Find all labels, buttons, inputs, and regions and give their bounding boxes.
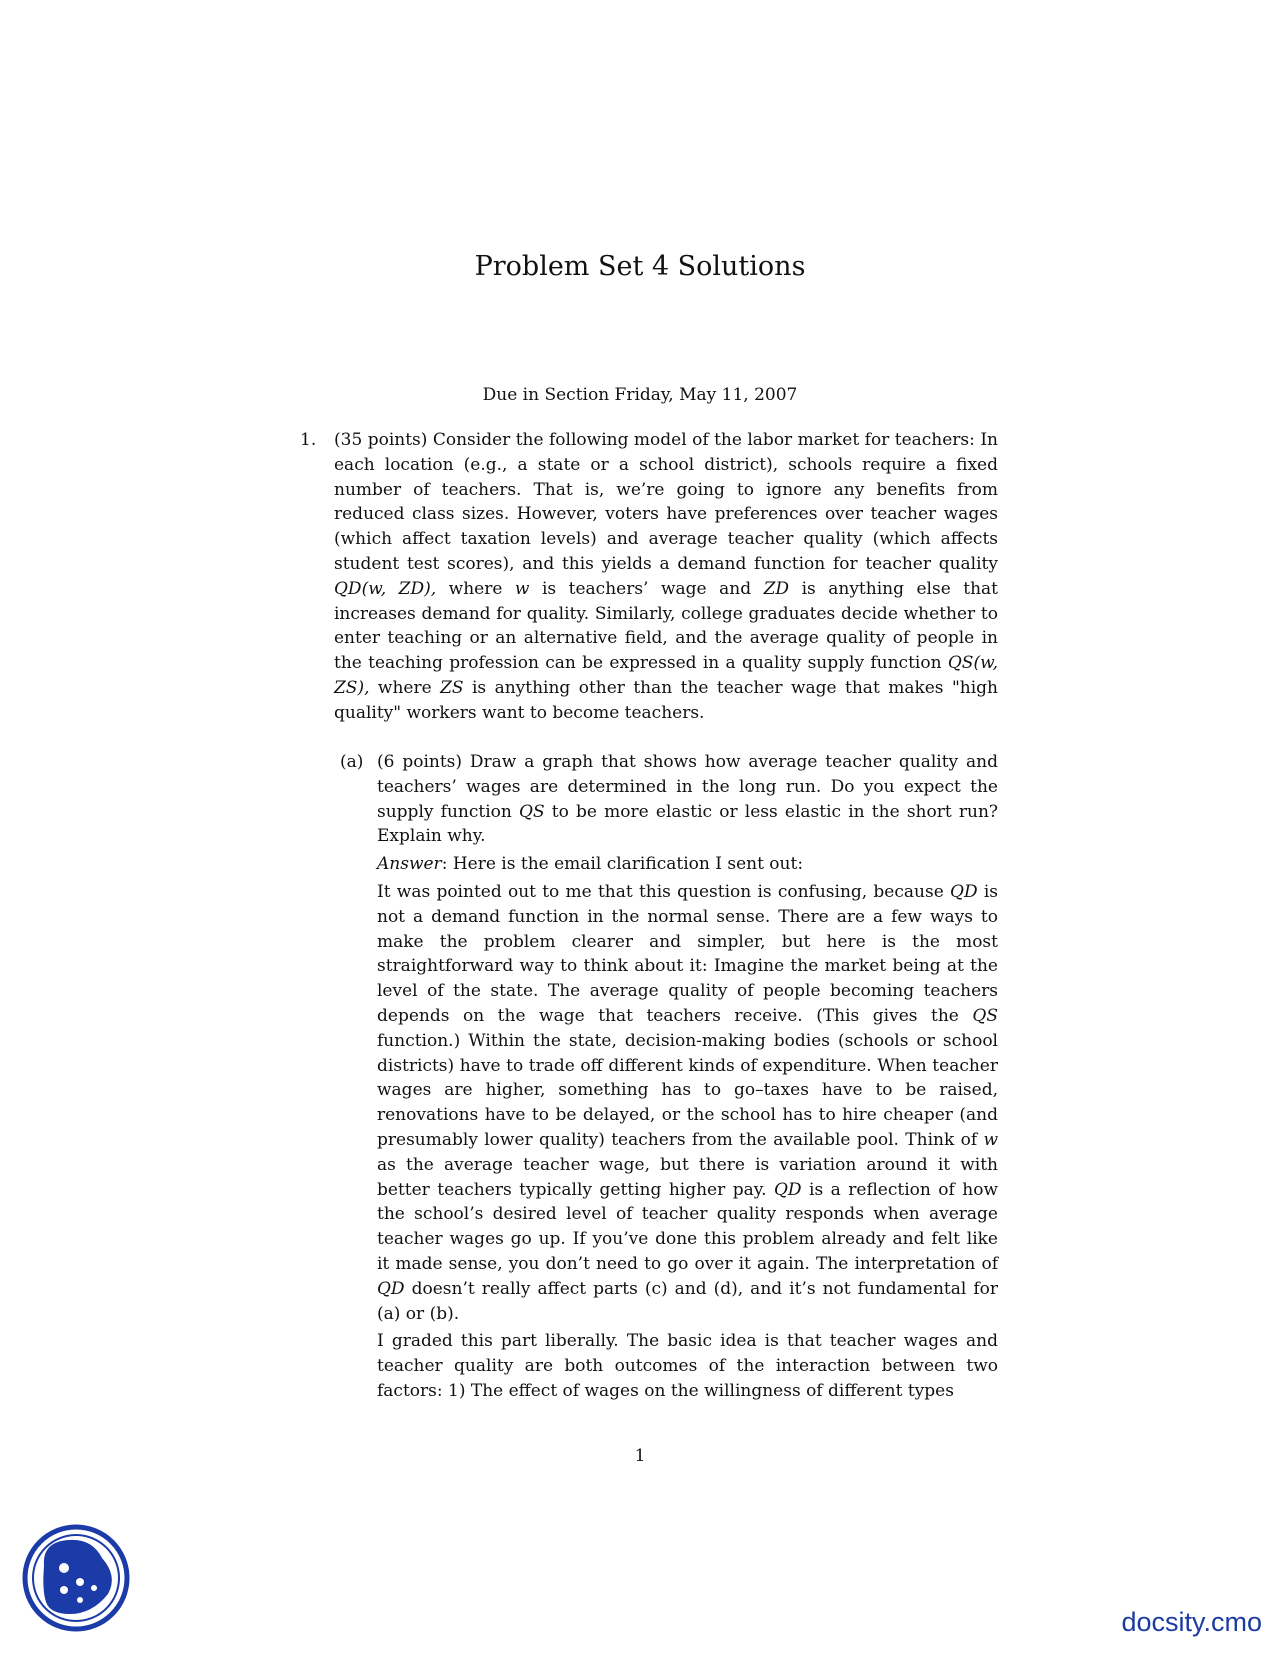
problem-text-part: where [377, 677, 432, 698]
math-qd: QD [773, 1179, 802, 1200]
problem-text-part: where [448, 578, 503, 599]
email-text: is a reflection of how the school’s desired level of teacher quality responds when average teacher wages go up. If you’ve done this problem already and felt like it made sense, you don’t need to go over it again. The interpretation of [377, 1179, 999, 1274]
email-text: as the average teacher wage, but there is variation around it with better teachers typically getting higher pay. [377, 1154, 998, 1200]
math-qs-function: QS(w, ZS), [334, 653, 999, 698]
math-qd: QD [377, 1278, 405, 1299]
problem-1-text [334, 428, 998, 726]
due-date: Due in Section Friday, May 11, 2007 [482, 385, 798, 405]
problem-text-part: (35 points) Consider the following model of the labor market for teachers: In each location (e.g., a state or a school district), schools require a fixed number of teachers. That is, we’re going to ignore any benefits from reduced class sizes. However, voters have preferences over teacher wages (which affect taxation levels) and average teacher quality (which affects student test scores), and this yields a demand function for teacher quality [334, 430, 998, 574]
email-text: function.) Within the state, decision-making bodies (schools or school districts) have to trade off different kinds of expenditure. When teacher wages are higher, something has to go–taxes have to be raised, renovations have to be delayed, or the school has to hire cheaper (and presumably lower quality) teachers from the available pool. Think of [377, 1030, 998, 1150]
math-zd: ZD [763, 578, 790, 599]
part-a-label: (a) [340, 752, 364, 772]
answer-intro-text: : Here is the email clarification I sent out: [441, 854, 804, 875]
question-text: to be more elastic or less elastic in the short run? Explain why. [377, 801, 999, 847]
page-number: 1 [634, 1446, 646, 1466]
question-text: (6 points) Draw a graph that shows how average teacher quality and teachers’ wages are determined in the long run. Do you expect the supply function [377, 752, 998, 822]
grading-note: I graded this part liberally. The basic idea is that teacher wages and teacher quality are both outcomes of the interaction between two factors: 1) The effect of wages on the willingness of different types [377, 1331, 998, 1401]
email-text: is not a demand function in the normal sense. There are a few ways to make the problem clearer and simpler, but here is the most straightforward way to think about it: Imagine the market being at the level of the state. The average quality of people becoming teachers depends on the wage that teachers receive. (This gives the [377, 881, 999, 1026]
problem-number: 1. [300, 430, 317, 450]
math-qs: QS [972, 1005, 998, 1026]
math-zs: ZS [440, 677, 464, 698]
answer-intro [377, 852, 998, 877]
docsity-watermark[interactable]: docsity.cmo [1121, 1607, 1262, 1637]
email-text: doesn’t really affect parts (c) and (d), and it’s not fundamental for (a) or (b). [377, 1278, 998, 1324]
problem-text-part: is anything else that increases demand for quality. Similarly, college graduates decide whether to enter teaching or an alternative field, and the average quality of people in the teaching profession can be expressed in a quality supply function [334, 578, 999, 674]
problem-1 [302, 428, 998, 726]
page-title: Problem Set 4 Solutions [474, 251, 806, 282]
math-qs: QS [519, 801, 545, 822]
problem-text-part: is anything other than the teacher wage that makes "high quality" workers want to become teachers. [334, 677, 998, 723]
math-qd-function: QD(w, ZD), [334, 578, 437, 599]
part-a-question [377, 750, 998, 849]
math-w: w [983, 1129, 998, 1150]
problem-text-part: is teachers’ wage and [541, 578, 752, 599]
part-a-body [377, 750, 998, 1404]
docsity-logo-icon[interactable] [22, 1518, 130, 1636]
math-qd: QD [950, 881, 978, 902]
email-clarification [377, 880, 998, 1326]
part-a [340, 750, 998, 1407]
math-w: w [514, 578, 530, 599]
email-text: It was pointed out to me that this question is confusing, because [377, 881, 944, 902]
answer-label: Answer [377, 854, 442, 875]
